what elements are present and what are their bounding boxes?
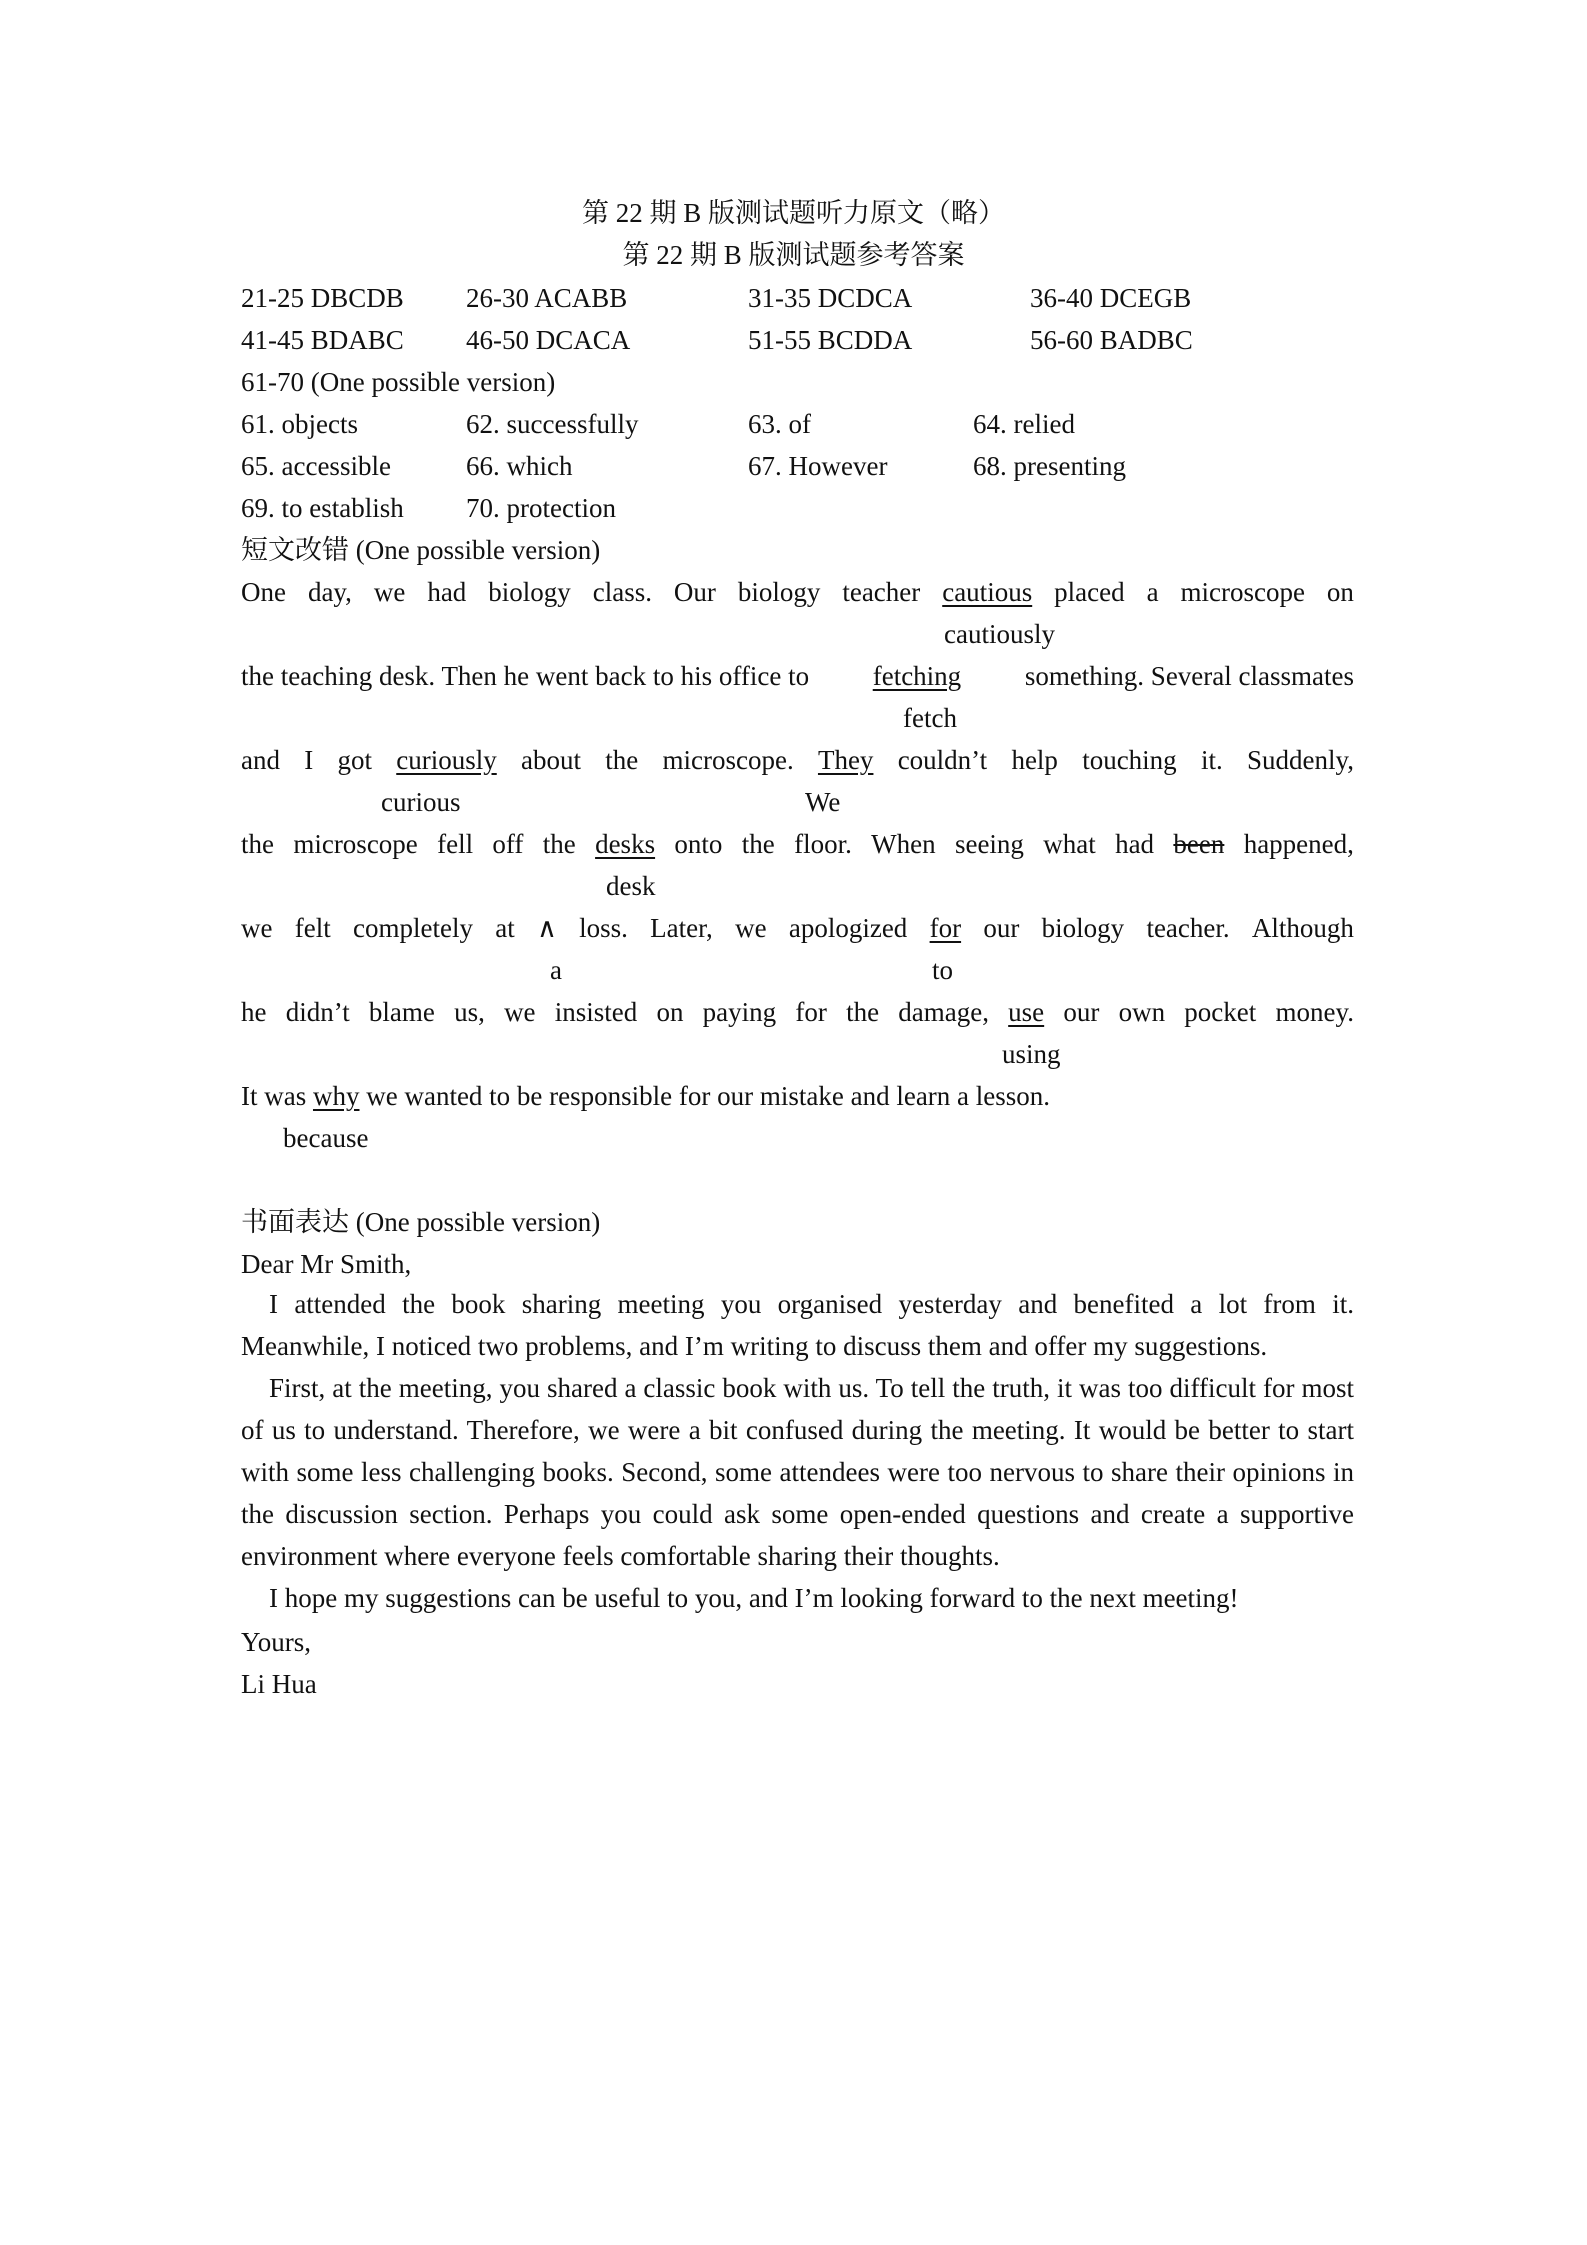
word: the xyxy=(241,829,274,859)
word: completely xyxy=(353,913,473,943)
correction-heading: 短文改错 (One possible version) xyxy=(241,535,601,565)
letter-paragraph-1: I attended the book sharing meeting you organised yesterday and benefited a lot from it. Meanwhile, I noticed two problems, and I’m writing to discuss them and offer my suggestions. xyxy=(241,1289,1354,1361)
text-segment: we wanted to be responsible for our mistake and learn a lesson. xyxy=(366,1081,1051,1111)
word: teacher xyxy=(842,577,921,607)
correction-fix-4: desk xyxy=(606,871,656,901)
word: floor. xyxy=(794,829,852,859)
word: paying xyxy=(702,997,777,1027)
listening-title: 第 22 期 B 版测试题听力原文（略） xyxy=(581,198,1005,228)
word: we xyxy=(373,577,406,607)
correction-fix-6: using xyxy=(1002,1039,1061,1069)
word: we xyxy=(241,913,273,943)
correction-fix-2: fetch xyxy=(903,703,957,733)
text-segment: It was xyxy=(241,1081,307,1111)
error-word: cautious xyxy=(942,577,1033,607)
cloze-70: 70. protection xyxy=(466,493,616,523)
word: on xyxy=(656,997,684,1027)
word: the xyxy=(542,829,576,859)
word: money. xyxy=(1275,997,1354,1027)
deleted-word: been xyxy=(1173,829,1225,859)
word: biology xyxy=(737,577,821,607)
word: blame xyxy=(368,997,435,1027)
error-word: fetching xyxy=(872,661,962,691)
cloze-63: 63. of xyxy=(748,409,811,439)
error-word: why xyxy=(312,1081,360,1111)
letter-paragraph-2: First, at the meeting, you shared a classic book with us. To tell the truth, it was too difficult for most of us to understand. Therefore, we were a bit confused during the meeting. It would be better to start with some less challenging books. Second, some attendees were too nervous to share their opinions in the discussion section. Perhaps you could ask some open-ended questions and create a supportive environment where everyone feels comfortable sharing their thoughts. xyxy=(241,1373,1354,1571)
correction-line-7 xyxy=(241,1079,1050,1113)
word: our xyxy=(983,913,1020,943)
letter-signature: Li Hua xyxy=(241,1669,317,1699)
cloze-68: 68. presenting xyxy=(973,451,1126,481)
word: biology xyxy=(1041,913,1125,943)
word: When xyxy=(871,829,936,859)
word: onto xyxy=(674,829,723,859)
insertion-caret: ∧ xyxy=(537,913,557,943)
word: insisted xyxy=(554,997,638,1027)
cloze-heading: 61-70 (One possible version) xyxy=(241,367,556,397)
correction-fix-1: cautiously xyxy=(944,619,1055,649)
cloze-64: 64. relied xyxy=(973,409,1075,439)
word: help xyxy=(1011,745,1058,775)
correction-fix-3a: curious xyxy=(381,787,461,817)
error-word: for xyxy=(929,913,962,943)
answer-36-40: 36-40 DCEGB xyxy=(1030,283,1192,313)
word: the xyxy=(605,745,639,775)
answer-31-35: 31-35 DCDCA xyxy=(748,283,913,313)
cloze-67: 67. However xyxy=(748,451,888,481)
word: off xyxy=(492,829,524,859)
word: it. xyxy=(1200,745,1223,775)
correction-line-4 xyxy=(241,827,1354,861)
word: the xyxy=(846,997,880,1027)
word: we xyxy=(504,997,536,1027)
word: placed xyxy=(1054,577,1125,607)
answer-46-50: 46-50 DCACA xyxy=(466,325,631,355)
correction-fix-5a: a xyxy=(550,955,562,985)
word: fell xyxy=(437,829,474,859)
cloze-65: 65. accessible xyxy=(241,451,391,481)
word: microscope. xyxy=(662,745,794,775)
word: One xyxy=(241,577,286,607)
word: he xyxy=(241,997,267,1027)
letter-salutation: Dear Mr Smith, xyxy=(241,1249,412,1279)
word: microscope xyxy=(1180,577,1305,607)
word: had xyxy=(427,577,467,607)
letter-paragraph-3: I hope my suggestions can be useful to you, and I’m looking forward to the next meeting! xyxy=(269,1583,1239,1613)
answer-26-30: 26-30 ACABB xyxy=(466,283,628,313)
word: our xyxy=(1063,997,1100,1027)
word: seeing xyxy=(954,829,1024,859)
word: microscope xyxy=(293,829,418,859)
word: we xyxy=(735,913,767,943)
correction-fix-7: because xyxy=(283,1123,369,1153)
word: on xyxy=(1326,577,1354,607)
error-word: desks xyxy=(595,829,656,859)
word: own xyxy=(1118,997,1166,1027)
correction-fix-3b: We xyxy=(805,787,841,817)
correction-line-5 xyxy=(241,911,1354,945)
word: day, xyxy=(307,577,352,607)
word: biology xyxy=(488,577,571,607)
word: and xyxy=(241,745,280,775)
word: loss. xyxy=(579,913,628,943)
correction-line-1 xyxy=(241,575,1354,609)
error-word: curiously xyxy=(396,745,497,775)
word: I xyxy=(304,745,314,775)
word: a xyxy=(1146,577,1159,607)
word: at xyxy=(495,913,515,943)
word: what xyxy=(1043,829,1096,859)
word: happened, xyxy=(1243,829,1354,859)
text-segment: something. Several classmates xyxy=(1024,661,1354,691)
answer-56-60: 56-60 BADBC xyxy=(1030,325,1193,355)
cloze-61: 61. objects xyxy=(241,409,358,439)
correction-fix-5b: to xyxy=(932,955,954,985)
correction-line-6 xyxy=(241,995,1354,1029)
word: teacher. xyxy=(1146,913,1230,943)
correction-line-3 xyxy=(241,743,1354,777)
word: had xyxy=(1115,829,1155,859)
word: Our xyxy=(673,577,716,607)
word: didn’t xyxy=(285,997,350,1027)
word: us, xyxy=(454,997,485,1027)
answer-41-45: 41-45 BDABC xyxy=(241,325,404,355)
word: touching xyxy=(1082,745,1177,775)
cloze-62: 62. successfully xyxy=(466,409,639,439)
word: Although xyxy=(1251,913,1354,943)
word: couldn’t xyxy=(897,745,988,775)
word: Suddenly, xyxy=(1246,745,1354,775)
error-word: use xyxy=(1008,997,1045,1027)
word: felt xyxy=(294,913,331,943)
word: apologized xyxy=(788,913,908,943)
word: damage, xyxy=(898,997,989,1027)
answer-key-title: 第 22 期 B 版测试题参考答案 xyxy=(622,240,965,270)
cloze-66: 66. which xyxy=(466,451,573,481)
word: Later, xyxy=(650,913,713,943)
word: the xyxy=(741,829,775,859)
answer-21-25: 21-25 DBCDB xyxy=(241,283,404,313)
word: for xyxy=(795,997,827,1027)
word: pocket xyxy=(1184,997,1257,1027)
writing-heading: 书面表达 (One possible version) xyxy=(241,1207,601,1237)
answer-51-55: 51-55 BCDDA xyxy=(748,325,913,355)
word: class. xyxy=(592,577,652,607)
text-segment: the teaching desk. Then he went back to his office to xyxy=(241,661,810,691)
word: about xyxy=(521,745,581,775)
correction-line-2 xyxy=(241,659,1354,693)
letter-closing: Yours, xyxy=(241,1627,312,1657)
cloze-69: 69. to establish xyxy=(241,493,404,523)
error-word: They xyxy=(817,745,874,775)
word: got xyxy=(337,745,372,775)
